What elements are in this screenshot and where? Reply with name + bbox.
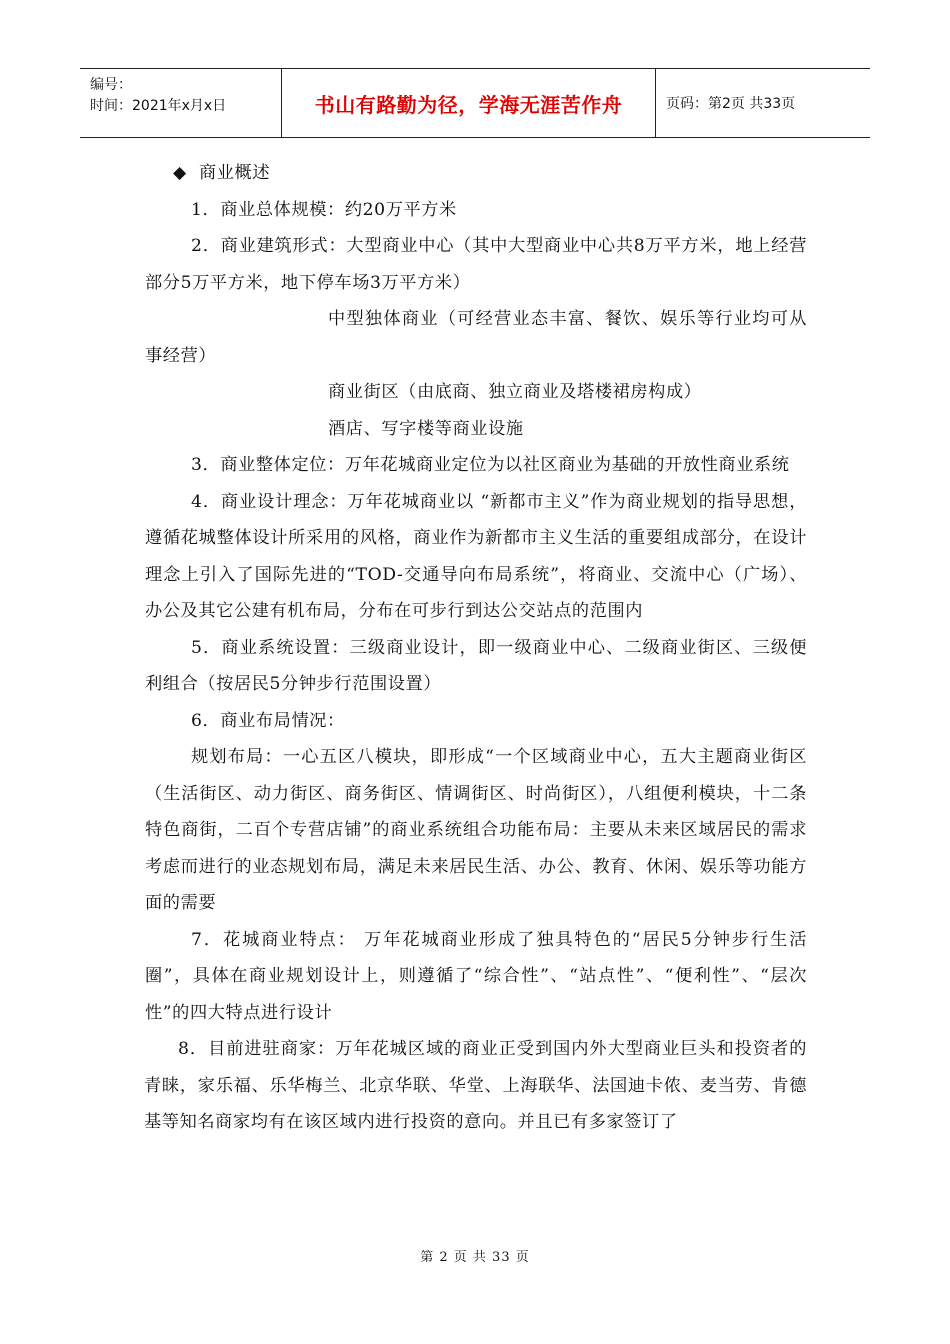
paragraph-2c: 酒店、写字楼等商业设施 bbox=[328, 418, 524, 439]
paragraph-5: 5．商业系统设置：三级商业设计，即一级商业中心、二级商业街区、三级便利组合（按居民5分钟步行范围设置） bbox=[145, 637, 807, 694]
header-motto: 书山有路勤为径，学海无涯苦作舟 bbox=[282, 69, 656, 137]
paragraph-1: 1．商业总体规模：约20万平方米 bbox=[191, 199, 457, 220]
time-label: 时间：2021年x月x日 bbox=[90, 98, 227, 114]
paragraph-4: 4．商业设计理念：万年花城商业以 “新都市主义”作为商业规划的指导思想，遵循花城整体设计所采用的风格，商业作为新都市主义生活的重要组成部分，在设计理念上引入了国际先进的“TOD-交通导向布局系统”，将商业、交流中心（广场）、办公及其它公建有机布局，分布在可步行到达公交站点的范围内 bbox=[145, 491, 807, 621]
header-meta bbox=[80, 69, 282, 137]
section-title: 商业概述 bbox=[198, 163, 271, 183]
paragraph-6a: 规划布局：一心五区八模块，即形成“一个区域商业中心，五大主题商业街区（生活街区、动力街区、商务街区、情调街区、时尚街区），八组便利模块，十二条特色商街，二百个专营店铺”的商业系统组合功能布局：主要从未来区域居民的需求考虑而进行的业态规划布局，满足未来居民生活、办公、教育、休闲、娱乐等功能方面的需要 bbox=[145, 747, 807, 913]
document-body bbox=[145, 155, 807, 1141]
paragraph-2a: 中型独体商业（可经营业态丰富、餐饮、娱乐等行业均可从事经营） bbox=[145, 309, 807, 366]
paragraph-8: 8．目前进驻商家：万年花城区域的商业正受到国内外大型商业巨头和投资者的青睐，家乐福、乐华梅兰、北京华联、华堂、上海联华、法国迪卡侬、麦当劳、肯德基等知名商家均有在该区域内进行投资的意向。并且已有多家签订了 bbox=[144, 1039, 807, 1132]
page-footer: 第 2 页 共 33 页 bbox=[420, 1250, 530, 1265]
paragraph-2b: 商业街区（由底商、独立商业及塔楼裙房构成） bbox=[328, 382, 702, 402]
paragraph-3: 3．商业整体定位：万年花城商业定位为以社区商业为基础的开放性商业系统 bbox=[191, 455, 790, 475]
header-page-info: 页码：第2页 共33页 bbox=[666, 96, 796, 112]
paragraph-6: 6．商业布局情况： bbox=[191, 710, 345, 731]
section-heading bbox=[145, 155, 807, 192]
diamond-bullet-icon: ◆ bbox=[173, 163, 187, 183]
document-header bbox=[80, 68, 870, 138]
paragraph-7: 7．花城商业特点： 万年花城商业形成了独具特色的“居民5分钟步行生活圈”，具体在商业规划设计上，则遵循了“综合性”、“站点性”、“便利性”、“层次性”的四大特点进行设计 bbox=[145, 929, 807, 1023]
paragraph-2: 2．商业建筑形式：大型商业中心（其中大型商业中心共8万平方米，地上经营部分5万平方米，地下停车场3万平方米） bbox=[145, 236, 807, 293]
number-label: 编号： bbox=[90, 77, 132, 93]
